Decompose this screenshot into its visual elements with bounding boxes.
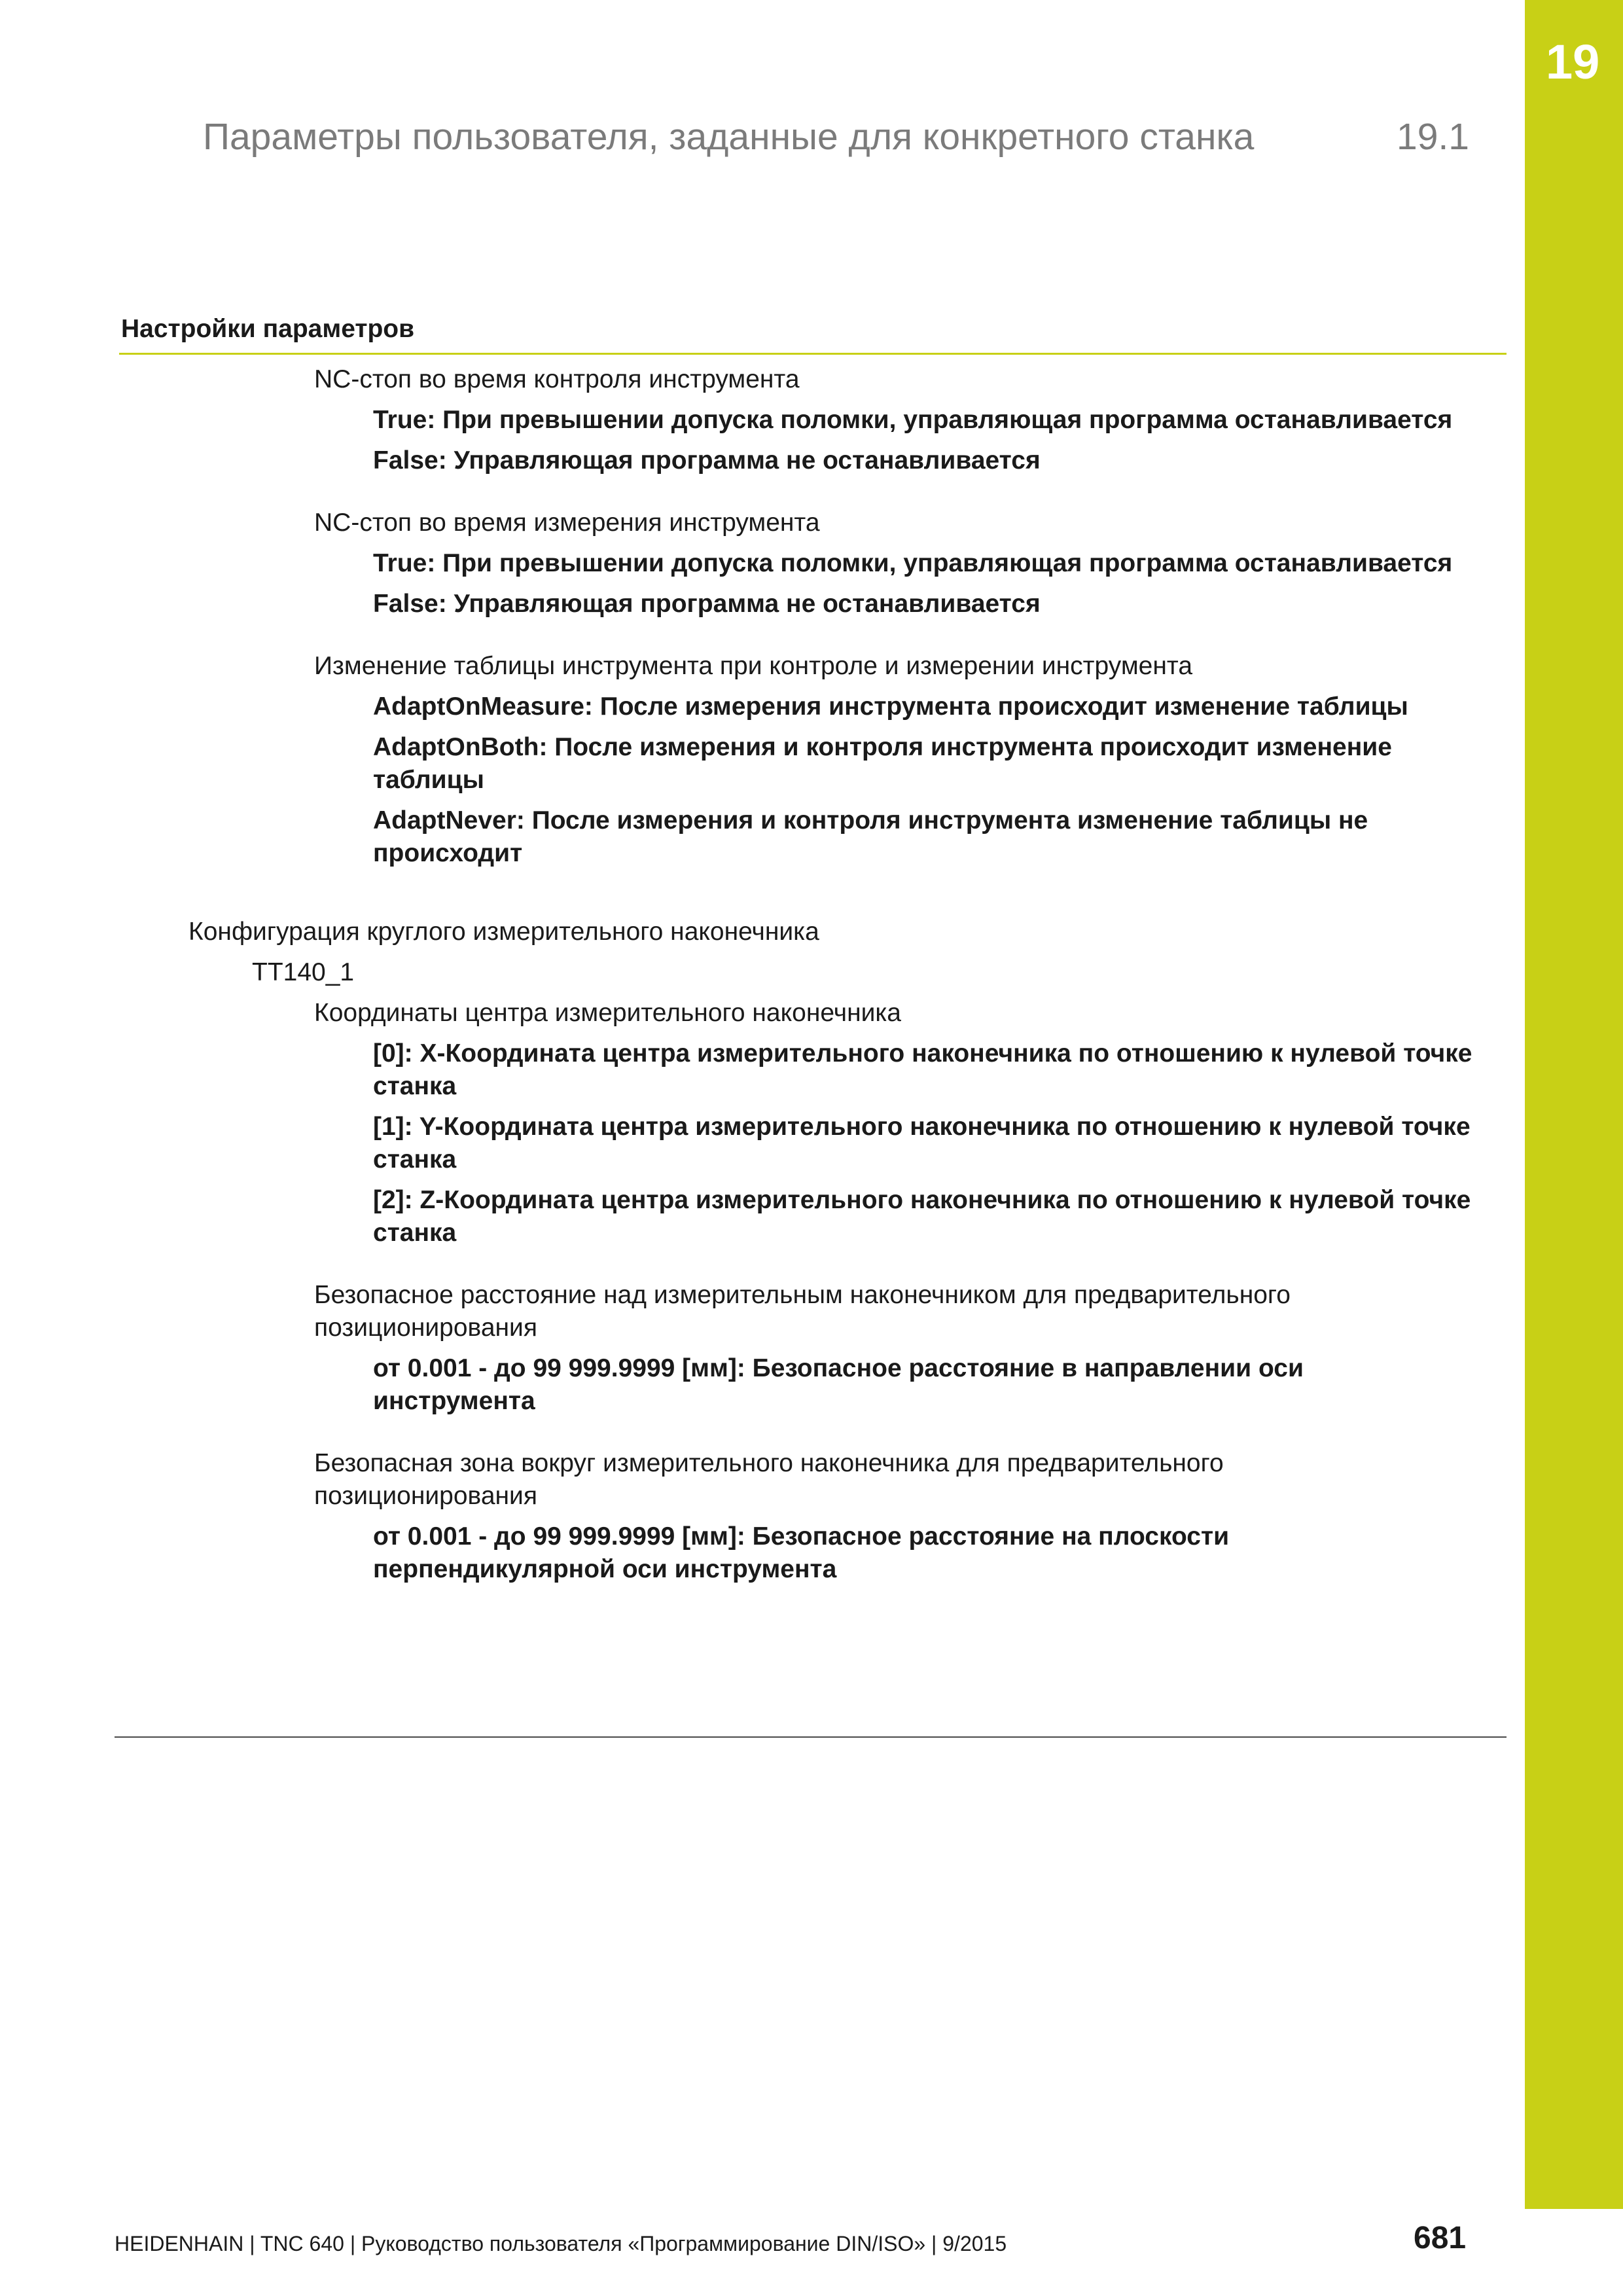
param-option: [2]: Z-Координата центра измерительного наконечника по отношению к нулевой точке станка xyxy=(373,1186,1471,1247)
param-title: Изменение таблицы инструмента при контроле и измерении инструмента xyxy=(314,652,1193,680)
param-option: False: Управляющая программа не останавливается xyxy=(373,446,1041,475)
param-option: от 0.001 - до 99 999.9999 [мм]: Безопасное расстояние на плоскости перпендикулярной оси инструмента xyxy=(373,1522,1230,1583)
config-subtitle: TT140_1 xyxy=(252,958,355,986)
param-title: NC-стоп во время измерения инструмента xyxy=(314,509,820,537)
footer-text: HEIDENHAIN | TNC 640 | Руководство пользователя «Программирование DIN/ISO» | 9/2015 xyxy=(115,2232,1007,2255)
param-option: AdaptNever: После измерения и контроля инструмента изменение таблицы не происходит xyxy=(373,806,1368,867)
param-option: [0]: X-Координата центра измерительного наконечника по отношению к нулевой точке станка xyxy=(373,1039,1472,1100)
param-title: Безопасная зона вокруг измерительного наконечника для предварительного позиционирования xyxy=(314,1449,1224,1510)
chapter-tab xyxy=(1525,0,1623,2209)
parameter-list xyxy=(0,363,1505,1586)
chapter-number: 19 xyxy=(1546,35,1600,89)
content-end-rule xyxy=(115,1736,1507,1738)
param-option: AdaptOnMeasure: После измерения инструмента происходит изменение таблицы xyxy=(373,692,1408,721)
section-title: Настройки параметров xyxy=(121,315,415,343)
section-divider xyxy=(119,353,1507,355)
param-option: [1]: Y-Координата центра измерительного наконечника по отношению к нулевой точке станка xyxy=(373,1113,1471,1174)
param-option: True: При превышении допуска поломки, управляющая программа останавливается xyxy=(373,549,1453,577)
page-number: 681 xyxy=(1414,2221,1467,2255)
param-option: AdaptOnBoth: После измерения и контроля инструмента происходит изменение таблицы xyxy=(373,733,1392,794)
running-header xyxy=(203,117,1469,158)
param-option: False: Управляющая программа не останавливается xyxy=(373,590,1041,618)
param-title: Безопасное расстояние над измерительным наконечником для предварительного позиционирования xyxy=(314,1281,1291,1342)
section-number: 19.1 xyxy=(1397,116,1469,158)
param-option: от 0.001 - до 99 999.9999 [мм]: Безопасное расстояние в направлении оси инструмента xyxy=(373,1354,1304,1415)
param-title: Координаты центра измерительного наконечника xyxy=(314,999,901,1027)
param-option: True: При превышении допуска поломки, управляющая программа останавливается xyxy=(373,406,1453,434)
running-header-title: Параметры пользователя, заданные для конкретного станка xyxy=(203,116,1255,158)
config-title: Конфигурация круглого измерительного наконечника xyxy=(188,918,819,946)
param-title: NC-стоп во время контроля инструмента xyxy=(314,365,800,393)
